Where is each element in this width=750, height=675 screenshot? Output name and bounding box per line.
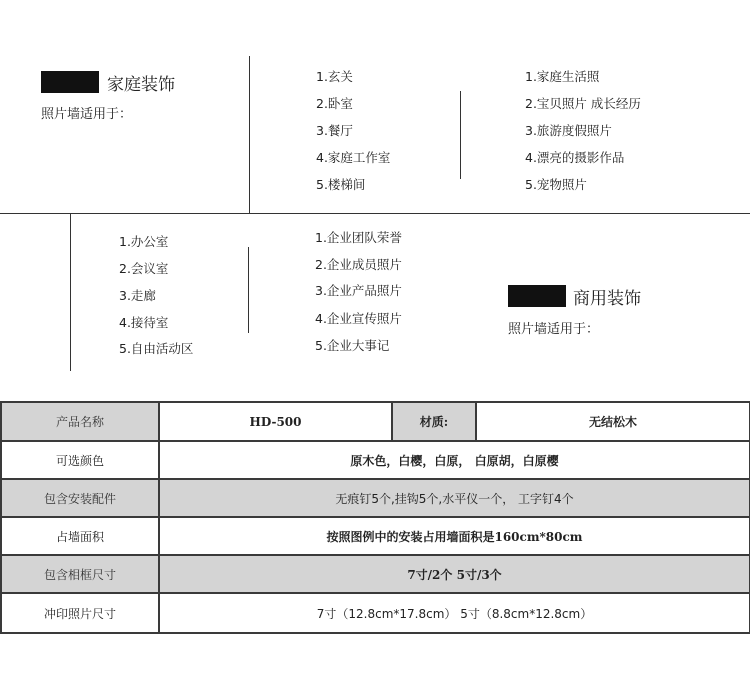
list-item: 1.家庭生活照: [525, 69, 600, 84]
material-value: 无结松木: [476, 402, 750, 441]
commercial-subtitle: 照片墙适用于：: [508, 322, 600, 337]
list-item: 1.办公室: [119, 234, 169, 249]
list-item: 3.旅游度假照片: [525, 123, 612, 138]
list-item: 2.宝贝照片 成长经历: [525, 96, 641, 111]
list-item: 3.餐厅: [316, 123, 353, 138]
list-item: 5.宠物照片: [525, 177, 587, 192]
list-item: 3.走廊: [119, 288, 156, 303]
list-item: 3.企业产品照片: [315, 283, 402, 298]
name-label: 产品名称: [1, 402, 159, 441]
list-item: 2.会议室: [119, 261, 169, 276]
spec-table: [0, 401, 750, 634]
row-label: 包含安装配件: [1, 479, 159, 517]
list-item: 1.企业团队荣誉: [315, 230, 402, 245]
list-item: 1.玄关: [316, 69, 353, 84]
row-value: 原木色，白樱，白原， 白原胡，白原樱: [159, 441, 750, 479]
material-label: 材质:: [392, 402, 476, 441]
list-item: 2.企业成员照片: [315, 257, 402, 272]
list-item: 5.楼梯间: [316, 177, 366, 192]
row-value: 按照图例中的安装占用墙面积是160cm*80cm: [159, 517, 750, 555]
divider-vertical: [249, 56, 250, 213]
list-item: 5.企业大事记: [315, 338, 390, 353]
list-item: 4.接待室: [119, 315, 169, 330]
list-item: 5.自由活动区: [119, 341, 194, 356]
black-title-block: [508, 285, 566, 307]
table-row: [1, 593, 750, 633]
commercial-title: 商用装饰: [573, 289, 641, 309]
table-row: [1, 517, 750, 555]
row-value: 7寸/2个 5寸/3个: [159, 555, 750, 593]
home-title: 家庭装饰: [107, 75, 175, 95]
row-value: 7寸（12.8cm*17.8cm） 5寸（8.8cm*12.8cm）: [159, 593, 750, 633]
divider-vertical: [460, 91, 461, 179]
divider-vertical: [70, 213, 71, 371]
list-item: 4.漂亮的摄影作品: [525, 150, 625, 165]
divider-horizontal: [0, 213, 750, 214]
row-value: 无痕钉5个,挂钩5个,水平仪一个， 工字钉4个: [159, 479, 750, 517]
row-label: 包含相框尺寸: [1, 555, 159, 593]
list-item: 4.家庭工作室: [316, 150, 391, 165]
table-row: [1, 555, 750, 593]
black-title-block: [41, 71, 99, 93]
list-item: 2.卧室: [316, 96, 353, 111]
table-row: [1, 479, 750, 517]
list-item: 4.企业宣传照片: [315, 311, 402, 326]
table-row: [1, 402, 750, 441]
name-value: HD-500: [159, 402, 392, 441]
row-label: 可选颜色: [1, 441, 159, 479]
row-label: 冲印照片尺寸: [1, 593, 159, 633]
home-subtitle: 照片墙适用于：: [41, 107, 133, 122]
table-row: [1, 441, 750, 479]
row-label: 占墙面积: [1, 517, 159, 555]
divider-vertical: [248, 247, 249, 333]
